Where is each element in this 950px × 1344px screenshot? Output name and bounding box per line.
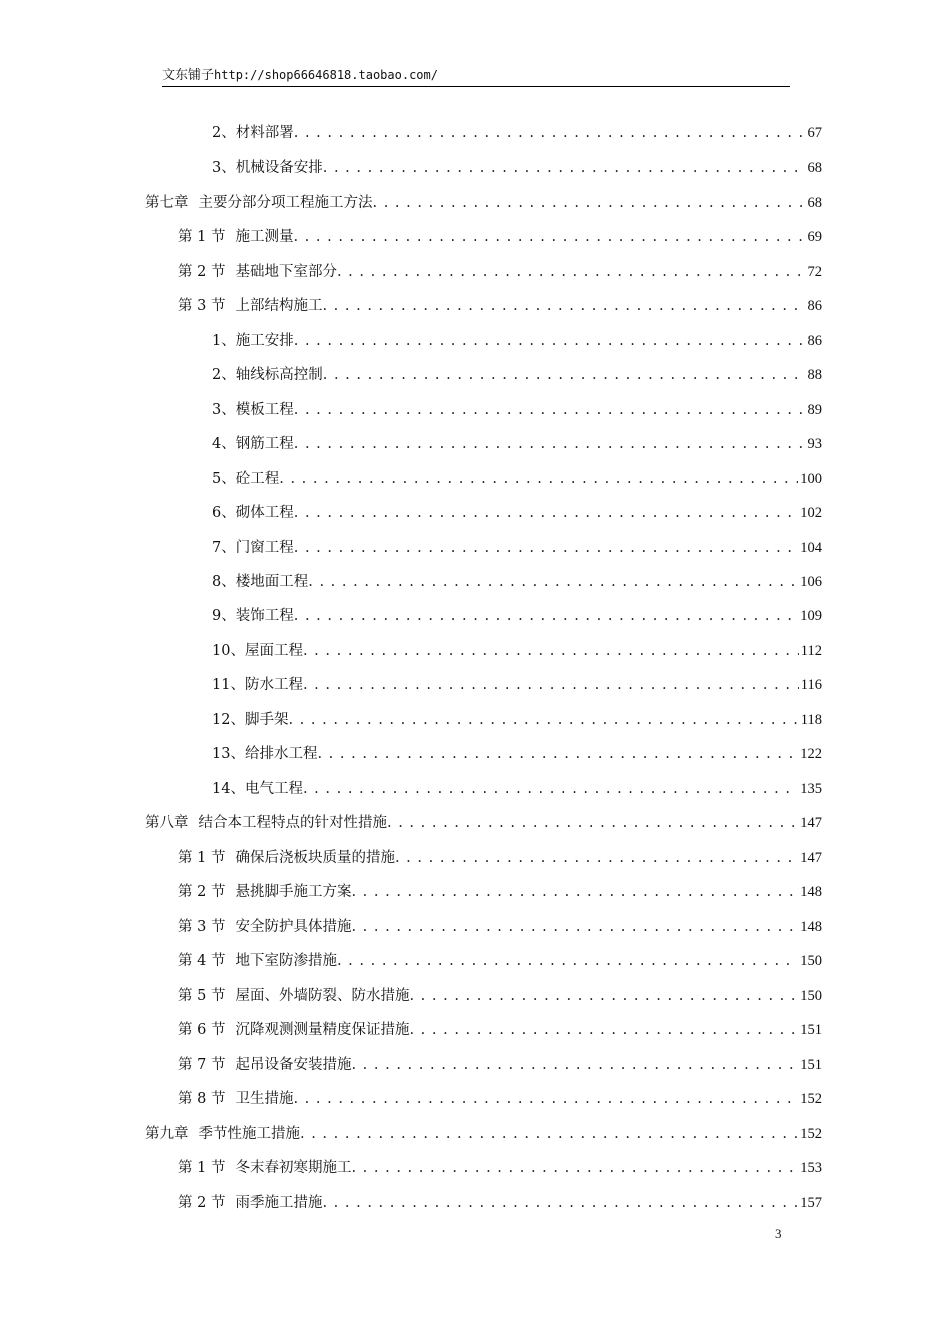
toc-entry-page: 147: [800, 850, 822, 866]
page-number: 3: [775, 1226, 782, 1241]
toc-entry-page: 67: [807, 125, 822, 141]
toc-leader-dots: [294, 399, 806, 421]
toc-leader-dots: [323, 364, 806, 386]
toc-entry-page: 152: [800, 1126, 822, 1142]
toc-entry-number: 第 1 节: [178, 229, 226, 245]
toc-entry[interactable]: [212, 502, 822, 524]
toc-entry-page: 88: [807, 367, 822, 383]
toc-entry-number: 1、: [212, 333, 236, 349]
toc-entry-page: 102: [800, 505, 822, 521]
toc-entry-number: 11、: [212, 677, 245, 693]
toc-entry-number: 第 1 节: [178, 850, 226, 866]
toc-leader-dots: [351, 1157, 798, 1179]
toc-entry[interactable]: [212, 433, 822, 455]
toc-entry-number: 第八章: [145, 815, 189, 831]
toc-entry[interactable]: [212, 709, 822, 731]
toc-entry-title: 施工测量: [235, 229, 294, 245]
toc-entry[interactable]: [212, 157, 822, 179]
toc-entry-page: 100: [800, 471, 822, 487]
toc-entry-number: 2、: [212, 367, 236, 383]
toc-entry-page: 151: [800, 1057, 822, 1073]
toc-entry-title: 钢筋工程: [235, 436, 294, 452]
toc-leader-dots: [351, 1054, 798, 1076]
toc-leader-dots: [303, 778, 798, 800]
toc-entry-number: 第 2 节: [178, 1195, 226, 1211]
toc-leader-dots: [294, 537, 799, 559]
toc-entry-page: 72: [807, 264, 822, 280]
toc-leader-dots: [303, 640, 799, 662]
toc-entry-title: 主要分部分项工程施工方法: [198, 195, 373, 211]
toc-entry[interactable]: [212, 674, 822, 696]
toc-entry-title: 卫生措施: [235, 1091, 294, 1107]
toc-entry-number: 8、: [212, 574, 236, 590]
toc-entry-title: 沉降观测测量精度保证措施: [235, 1022, 410, 1038]
toc-entry-title: 材料部署: [235, 125, 294, 141]
toc-entry-page: 122: [800, 746, 822, 762]
toc-entry-page: 150: [800, 988, 822, 1004]
toc-leader-dots: [409, 985, 798, 1007]
toc-leader-dots: [308, 571, 798, 593]
toc-entry-page: 106: [800, 574, 822, 590]
toc-entry-title: 机械设备安排: [235, 160, 323, 176]
toc-leader-dots: [409, 1019, 798, 1041]
shop-url: http://shop66646818.taobao.com/: [214, 68, 438, 82]
toc-entry[interactable]: [212, 640, 822, 662]
toc-entry-number: 10、: [212, 643, 245, 659]
toc-chapter[interactable]: [145, 192, 822, 214]
toc-section[interactable]: [178, 916, 822, 938]
toc-entry-title: 上部结构施工: [235, 298, 323, 314]
toc-section[interactable]: [178, 950, 822, 972]
toc-leader-dots: [337, 950, 798, 972]
toc-entry-page: 104: [800, 540, 822, 556]
toc-entry-number: 9、: [212, 608, 236, 624]
toc-leader-dots: [288, 709, 798, 731]
toc-leader-dots: [351, 881, 798, 903]
toc-section[interactable]: [178, 261, 822, 283]
toc-chapter[interactable]: [145, 812, 822, 834]
toc-leader-dots: [303, 674, 799, 696]
toc-entry-number: 第 3 节: [178, 298, 226, 314]
toc-entry-number: 第 1 节: [178, 1160, 226, 1176]
toc-leader-dots: [294, 122, 806, 144]
toc-entry-number: 14、: [212, 781, 245, 797]
toc-section[interactable]: [178, 881, 822, 903]
toc-entry[interactable]: [212, 778, 822, 800]
toc-section[interactable]: [178, 295, 822, 317]
shop-name: 文东铺子: [162, 68, 215, 83]
toc-entry-title: 施工安排: [235, 333, 294, 349]
toc-leader-dots: [373, 192, 806, 214]
toc-entry[interactable]: [212, 537, 822, 559]
toc-leader-dots: [294, 502, 799, 524]
toc-entry-page: 152: [800, 1091, 822, 1107]
toc-entry[interactable]: [212, 330, 822, 352]
toc-entry[interactable]: [212, 399, 822, 421]
toc-entry-page: 116: [800, 677, 822, 693]
toc-entry-page: 112: [800, 643, 822, 659]
toc-entry[interactable]: [212, 364, 822, 386]
toc-chapter[interactable]: [145, 1123, 822, 1145]
toc-entry[interactable]: [212, 468, 822, 490]
toc-entry-number: 4、: [212, 436, 236, 452]
toc-entry-title: 基础地下室部分: [235, 264, 337, 280]
toc-leader-dots: [294, 433, 806, 455]
toc-entry-title: 起吊设备安装措施: [235, 1057, 352, 1073]
toc-entry-page: 69: [807, 229, 822, 245]
toc-entry-title: 屋面工程: [244, 643, 303, 659]
toc-leader-dots: [300, 1123, 798, 1145]
toc-leader-dots: [323, 157, 806, 179]
toc-entry[interactable]: [212, 122, 822, 144]
toc-entry-title: 电气工程: [244, 781, 303, 797]
toc-entry-number: 第 8 节: [178, 1091, 226, 1107]
toc-entry-title: 给排水工程: [244, 746, 318, 762]
toc-section[interactable]: [178, 985, 822, 1007]
toc-entry-title: 确保后浇板块质量的措施: [235, 850, 395, 866]
toc-leader-dots: [294, 605, 799, 627]
toc-section[interactable]: [178, 847, 822, 869]
toc-entry-number: 13、: [212, 746, 245, 762]
toc-entry-title: 门窗工程: [235, 540, 294, 556]
toc-entry-title: 雨季施工措施: [235, 1195, 323, 1211]
toc-entry-title: 装饰工程: [235, 608, 294, 624]
toc-entry-page: 135: [800, 781, 822, 797]
toc-entry-page: 86: [807, 298, 822, 314]
toc-section[interactable]: [178, 1192, 822, 1214]
toc-entry-title: 轴线标高控制: [235, 367, 323, 383]
toc-leader-dots: [322, 1192, 798, 1214]
toc-leader-dots: [293, 226, 805, 248]
toc-entry-number: 第 6 节: [178, 1022, 226, 1038]
toc-section[interactable]: [178, 1088, 822, 1110]
toc-entry-title: 冬末春初寒期施工: [235, 1160, 352, 1176]
toc-entry-number: 第 3 节: [178, 919, 226, 935]
toc-entry-page: 68: [807, 195, 822, 211]
toc-entry-page: 157: [800, 1195, 822, 1211]
toc-entry-page: 68: [807, 160, 822, 176]
toc-section[interactable]: [178, 1157, 822, 1179]
toc-entry-page: 148: [800, 919, 822, 935]
toc-entry-page: 147: [800, 815, 822, 831]
toc-entry-number: 第 2 节: [178, 264, 226, 280]
toc-entry[interactable]: [212, 605, 822, 627]
toc-entry-title: 悬挑脚手施工方案: [235, 884, 352, 900]
toc-leader-dots: [294, 330, 806, 352]
toc-entry-title: 安全防护具体措施: [235, 919, 352, 935]
toc-entry-page: 86: [807, 333, 822, 349]
toc-entry-number: 第九章: [145, 1126, 189, 1142]
toc-entry[interactable]: [212, 571, 822, 593]
toc-entry-number: 5、: [212, 471, 236, 487]
toc-leader-dots: [317, 743, 798, 765]
toc-entry[interactable]: [212, 743, 822, 765]
toc-entry-title: 模板工程: [235, 402, 294, 418]
toc-entry-title: 季节性施工措施: [198, 1126, 300, 1142]
toc-entry-title: 脚手架: [244, 712, 289, 728]
toc-entry-page: 151: [800, 1022, 822, 1038]
toc-entry-title: 结合本工程特点的针对性措施: [198, 815, 387, 831]
toc-entry-number: 3、: [212, 402, 236, 418]
toc-leader-dots: [322, 295, 805, 317]
toc-entry-title: 防水工程: [244, 677, 303, 693]
toc-entry-page: 109: [800, 608, 822, 624]
toc-entry-title: 砌体工程: [235, 505, 294, 521]
toc-entry-number: 3、: [212, 160, 236, 176]
toc-leader-dots: [387, 812, 798, 834]
toc-entry-page: 148: [800, 884, 822, 900]
toc-entry-title: 屋面、外墙防裂、防水措施: [235, 988, 410, 1004]
toc-section[interactable]: [178, 1054, 822, 1076]
toc-entry-number: 6、: [212, 505, 236, 521]
toc-entry-number: 7、: [212, 540, 236, 556]
toc-entry-number: 第 5 节: [178, 988, 226, 1004]
toc-leader-dots: [395, 847, 798, 869]
toc-entry-title: 楼地面工程: [235, 574, 309, 590]
toc-entry-number: 2、: [212, 125, 236, 141]
toc-entry-title: 地下室防渗措施: [235, 953, 337, 969]
toc-entry-page: 150: [800, 953, 822, 969]
toc-section[interactable]: [178, 226, 822, 248]
toc-leader-dots: [351, 916, 798, 938]
toc-entry-number: 第 2 节: [178, 884, 226, 900]
toc-entry-page: 93: [807, 436, 822, 452]
toc-entry-number: 第七章: [145, 195, 189, 211]
toc-leader-dots: [337, 261, 806, 283]
toc-leader-dots: [279, 468, 798, 490]
toc-entry-page: 118: [800, 712, 822, 728]
toc-entry-number: 第 4 节: [178, 953, 226, 969]
toc-entry-title: 砼工程: [235, 471, 280, 487]
toc-entry-number: 12、: [212, 712, 245, 728]
toc-entry-page: 89: [807, 402, 822, 418]
toc-entry-number: 第 7 节: [178, 1057, 226, 1073]
toc-leader-dots: [293, 1088, 798, 1110]
toc-section[interactable]: [178, 1019, 822, 1041]
toc-entry-page: 153: [800, 1160, 822, 1176]
